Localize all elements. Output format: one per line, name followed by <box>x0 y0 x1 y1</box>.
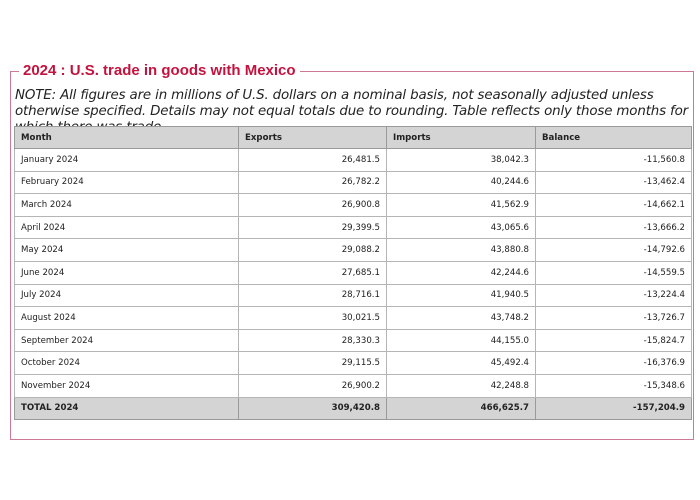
cell-balance: -13,726.7 <box>536 307 692 330</box>
trade-panel <box>10 62 694 440</box>
table-row <box>15 149 692 172</box>
table-row <box>15 329 692 352</box>
cell-balance: -13,224.4 <box>536 284 692 307</box>
note-text: NOTE: All figures are in millions of U.S. dollars on a nominal basis, not seasonally adjusted unless otherwise specified. Details may not equal totals due to rounding. Table reflects only those months for <box>15 88 689 119</box>
cell-imports: 42,248.8 <box>387 374 536 397</box>
header-month: Month <box>15 127 239 149</box>
header-imports: Imports <box>387 127 536 149</box>
header-exports: Exports <box>239 127 387 149</box>
total-imports: 466,625.7 <box>387 397 536 420</box>
cell-balance: -15,348.6 <box>536 374 692 397</box>
cell-balance: -13,666.2 <box>536 216 692 239</box>
cell-month: June 2024 <box>15 261 239 284</box>
cell-exports: 29,088.2 <box>239 239 387 262</box>
table-row <box>15 216 692 239</box>
cell-imports: 43,880.8 <box>387 239 536 262</box>
cell-month: July 2024 <box>15 284 239 307</box>
cell-balance: -13,462.4 <box>536 171 692 194</box>
cell-exports: 30,021.5 <box>239 307 387 330</box>
cell-exports: 27,685.1 <box>239 261 387 284</box>
table-row <box>15 307 692 330</box>
table-row <box>15 374 692 397</box>
table-row <box>15 239 692 262</box>
cell-exports: 26,900.8 <box>239 194 387 217</box>
table-row <box>15 284 692 307</box>
total-label: TOTAL 2024 <box>15 397 239 420</box>
cell-exports: 28,716.1 <box>239 284 387 307</box>
cell-balance: -16,376.9 <box>536 352 692 375</box>
cell-month: March 2024 <box>15 194 239 217</box>
cell-balance: -14,559.5 <box>536 261 692 284</box>
cell-balance: -14,662.1 <box>536 194 692 217</box>
cell-month: May 2024 <box>15 239 239 262</box>
trade-table <box>14 126 692 420</box>
cell-month: September 2024 <box>15 329 239 352</box>
cell-balance: -14,792.6 <box>536 239 692 262</box>
total-exports: 309,420.8 <box>239 397 387 420</box>
cell-month: January 2024 <box>15 149 239 172</box>
table-row <box>15 352 692 375</box>
header-balance: Balance <box>536 127 692 149</box>
cell-month: October 2024 <box>15 352 239 375</box>
total-balance: -157,204.9 <box>536 397 692 420</box>
cell-exports: 26,782.2 <box>239 171 387 194</box>
cell-balance: -11,560.8 <box>536 149 692 172</box>
cell-exports: 29,399.5 <box>239 216 387 239</box>
cell-month: November 2024 <box>15 374 239 397</box>
cell-imports: 43,065.6 <box>387 216 536 239</box>
cell-exports: 28,330.3 <box>239 329 387 352</box>
cell-imports: 42,244.6 <box>387 261 536 284</box>
cell-month: April 2024 <box>15 216 239 239</box>
table-row <box>15 171 692 194</box>
cell-imports: 43,748.2 <box>387 307 536 330</box>
cell-exports: 29,115.5 <box>239 352 387 375</box>
cell-balance: -15,824.7 <box>536 329 692 352</box>
panel-title: 2024 : U.S. trade in goods with Mexico <box>19 62 300 79</box>
cell-imports: 44,155.0 <box>387 329 536 352</box>
cell-imports: 38,042.3 <box>387 149 536 172</box>
table-row <box>15 261 692 284</box>
cell-month: February 2024 <box>15 171 239 194</box>
cell-imports: 40,244.6 <box>387 171 536 194</box>
table-header-row <box>15 127 692 149</box>
table-row <box>15 194 692 217</box>
cell-imports: 41,940.5 <box>387 284 536 307</box>
cell-month: August 2024 <box>15 307 239 330</box>
cell-imports: 45,492.4 <box>387 352 536 375</box>
cell-imports: 41,562.9 <box>387 194 536 217</box>
cell-exports: 26,900.2 <box>239 374 387 397</box>
cell-exports: 26,481.5 <box>239 149 387 172</box>
total-row <box>15 397 692 420</box>
